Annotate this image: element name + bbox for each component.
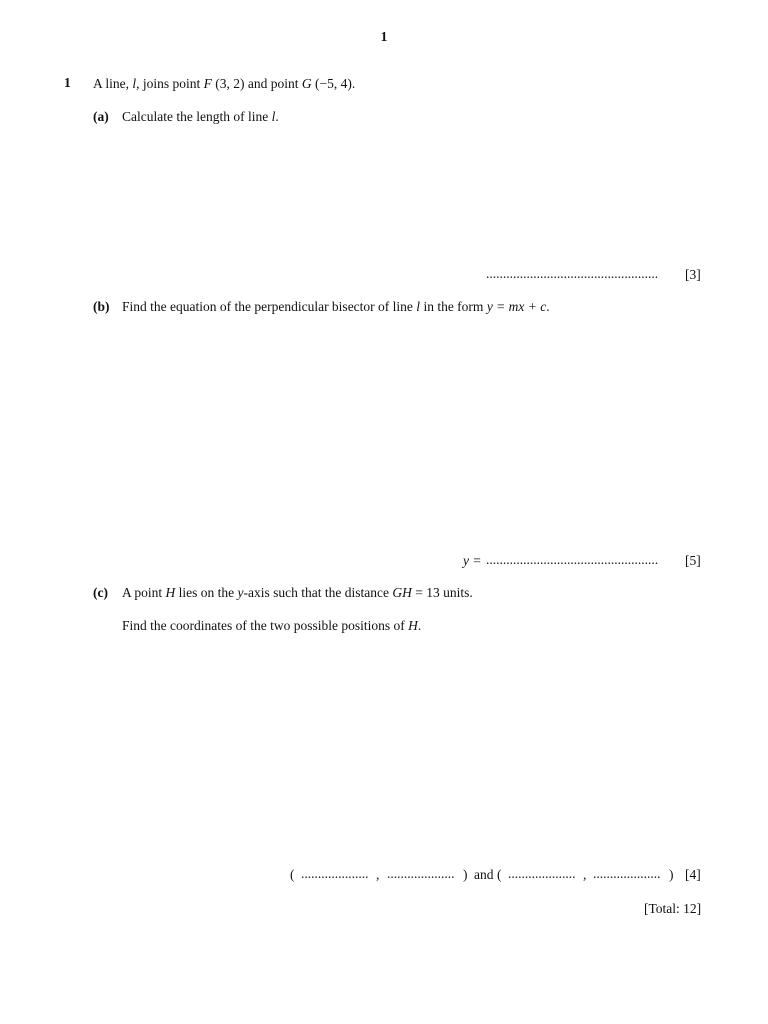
part-c-close-paren-1: ): [463, 867, 468, 882]
question-stem: [93, 76, 355, 92]
part-c-close-paren-2: ): [669, 867, 674, 882]
part-c-answer-x1[interactable]: ....................: [301, 866, 369, 881]
part-c-comma-1: ,: [376, 867, 380, 882]
part-c-marks: [4]: [685, 867, 701, 882]
part-c-line2-text-2: .: [417, 618, 422, 633]
stem-text-2: , joins point: [136, 76, 204, 91]
part-c-point-h: H: [165, 585, 176, 600]
part-c-text-3: -axis such that the distance: [243, 585, 393, 600]
part-b-answer-prefix: y =: [463, 553, 482, 568]
question-number: 1: [64, 75, 71, 90]
part-b-text-3: .: [546, 299, 550, 314]
part-b-text-1: Find the equation of the perpendicular bisector of line: [122, 299, 417, 314]
part-a-label: (a): [93, 109, 109, 124]
part-a-answer-line[interactable]: ...................................................: [486, 266, 659, 281]
part-c-comma-2: ,: [583, 867, 587, 882]
part-c-open-paren-1: (: [290, 867, 295, 882]
part-a-text: [122, 109, 279, 125]
stem-point-f: F: [203, 76, 212, 91]
part-c-text-1: A point: [122, 585, 166, 600]
part-c-line2-text-1: Find the coordinates of the two possible positions of: [122, 618, 409, 633]
part-b-label: (b): [93, 299, 110, 314]
stem-text-4: (−5, 4).: [311, 76, 356, 91]
part-c-answer-y1[interactable]: ....................: [387, 866, 455, 881]
part-b-text-2: in the form: [420, 299, 487, 314]
part-c-and: and: [474, 867, 494, 882]
part-c-line-1: [122, 585, 473, 601]
part-c-open-paren-2: (: [497, 867, 502, 882]
part-a-line-l: l: [271, 109, 276, 124]
part-a-marks: [3]: [685, 267, 701, 282]
part-b-equation-form: y = mx + c: [486, 299, 547, 314]
part-b-line-l: l: [416, 299, 421, 314]
total-marks: [Total: 12]: [644, 901, 702, 916]
part-c-y: y: [237, 585, 244, 600]
stem-text-3: (3, 2) and point: [211, 76, 302, 91]
stem-point-g: G: [301, 76, 312, 91]
part-c-answer-y2[interactable]: ....................: [593, 866, 661, 881]
part-b-marks: [5]: [685, 553, 701, 568]
part-a-text-1: Calculate the length of line: [122, 109, 272, 124]
part-c-text-4: = 13 units.: [411, 585, 473, 600]
stem-line-l: l: [132, 76, 137, 91]
part-b-answer-line[interactable]: ...................................................: [486, 552, 659, 567]
part-c-answer-x2[interactable]: ....................: [508, 866, 576, 881]
stem-text-1: A line,: [93, 76, 133, 91]
part-a-text-2: .: [275, 109, 279, 124]
part-c-label: (c): [93, 585, 108, 600]
part-c-line2-point-h: H: [408, 618, 418, 633]
part-c-gh: GH: [392, 585, 412, 600]
part-c-line-2: [122, 618, 421, 634]
part-c-text-2: lies on the: [175, 585, 238, 600]
part-b-text: [122, 299, 550, 315]
page-number: 1: [380, 29, 388, 44]
